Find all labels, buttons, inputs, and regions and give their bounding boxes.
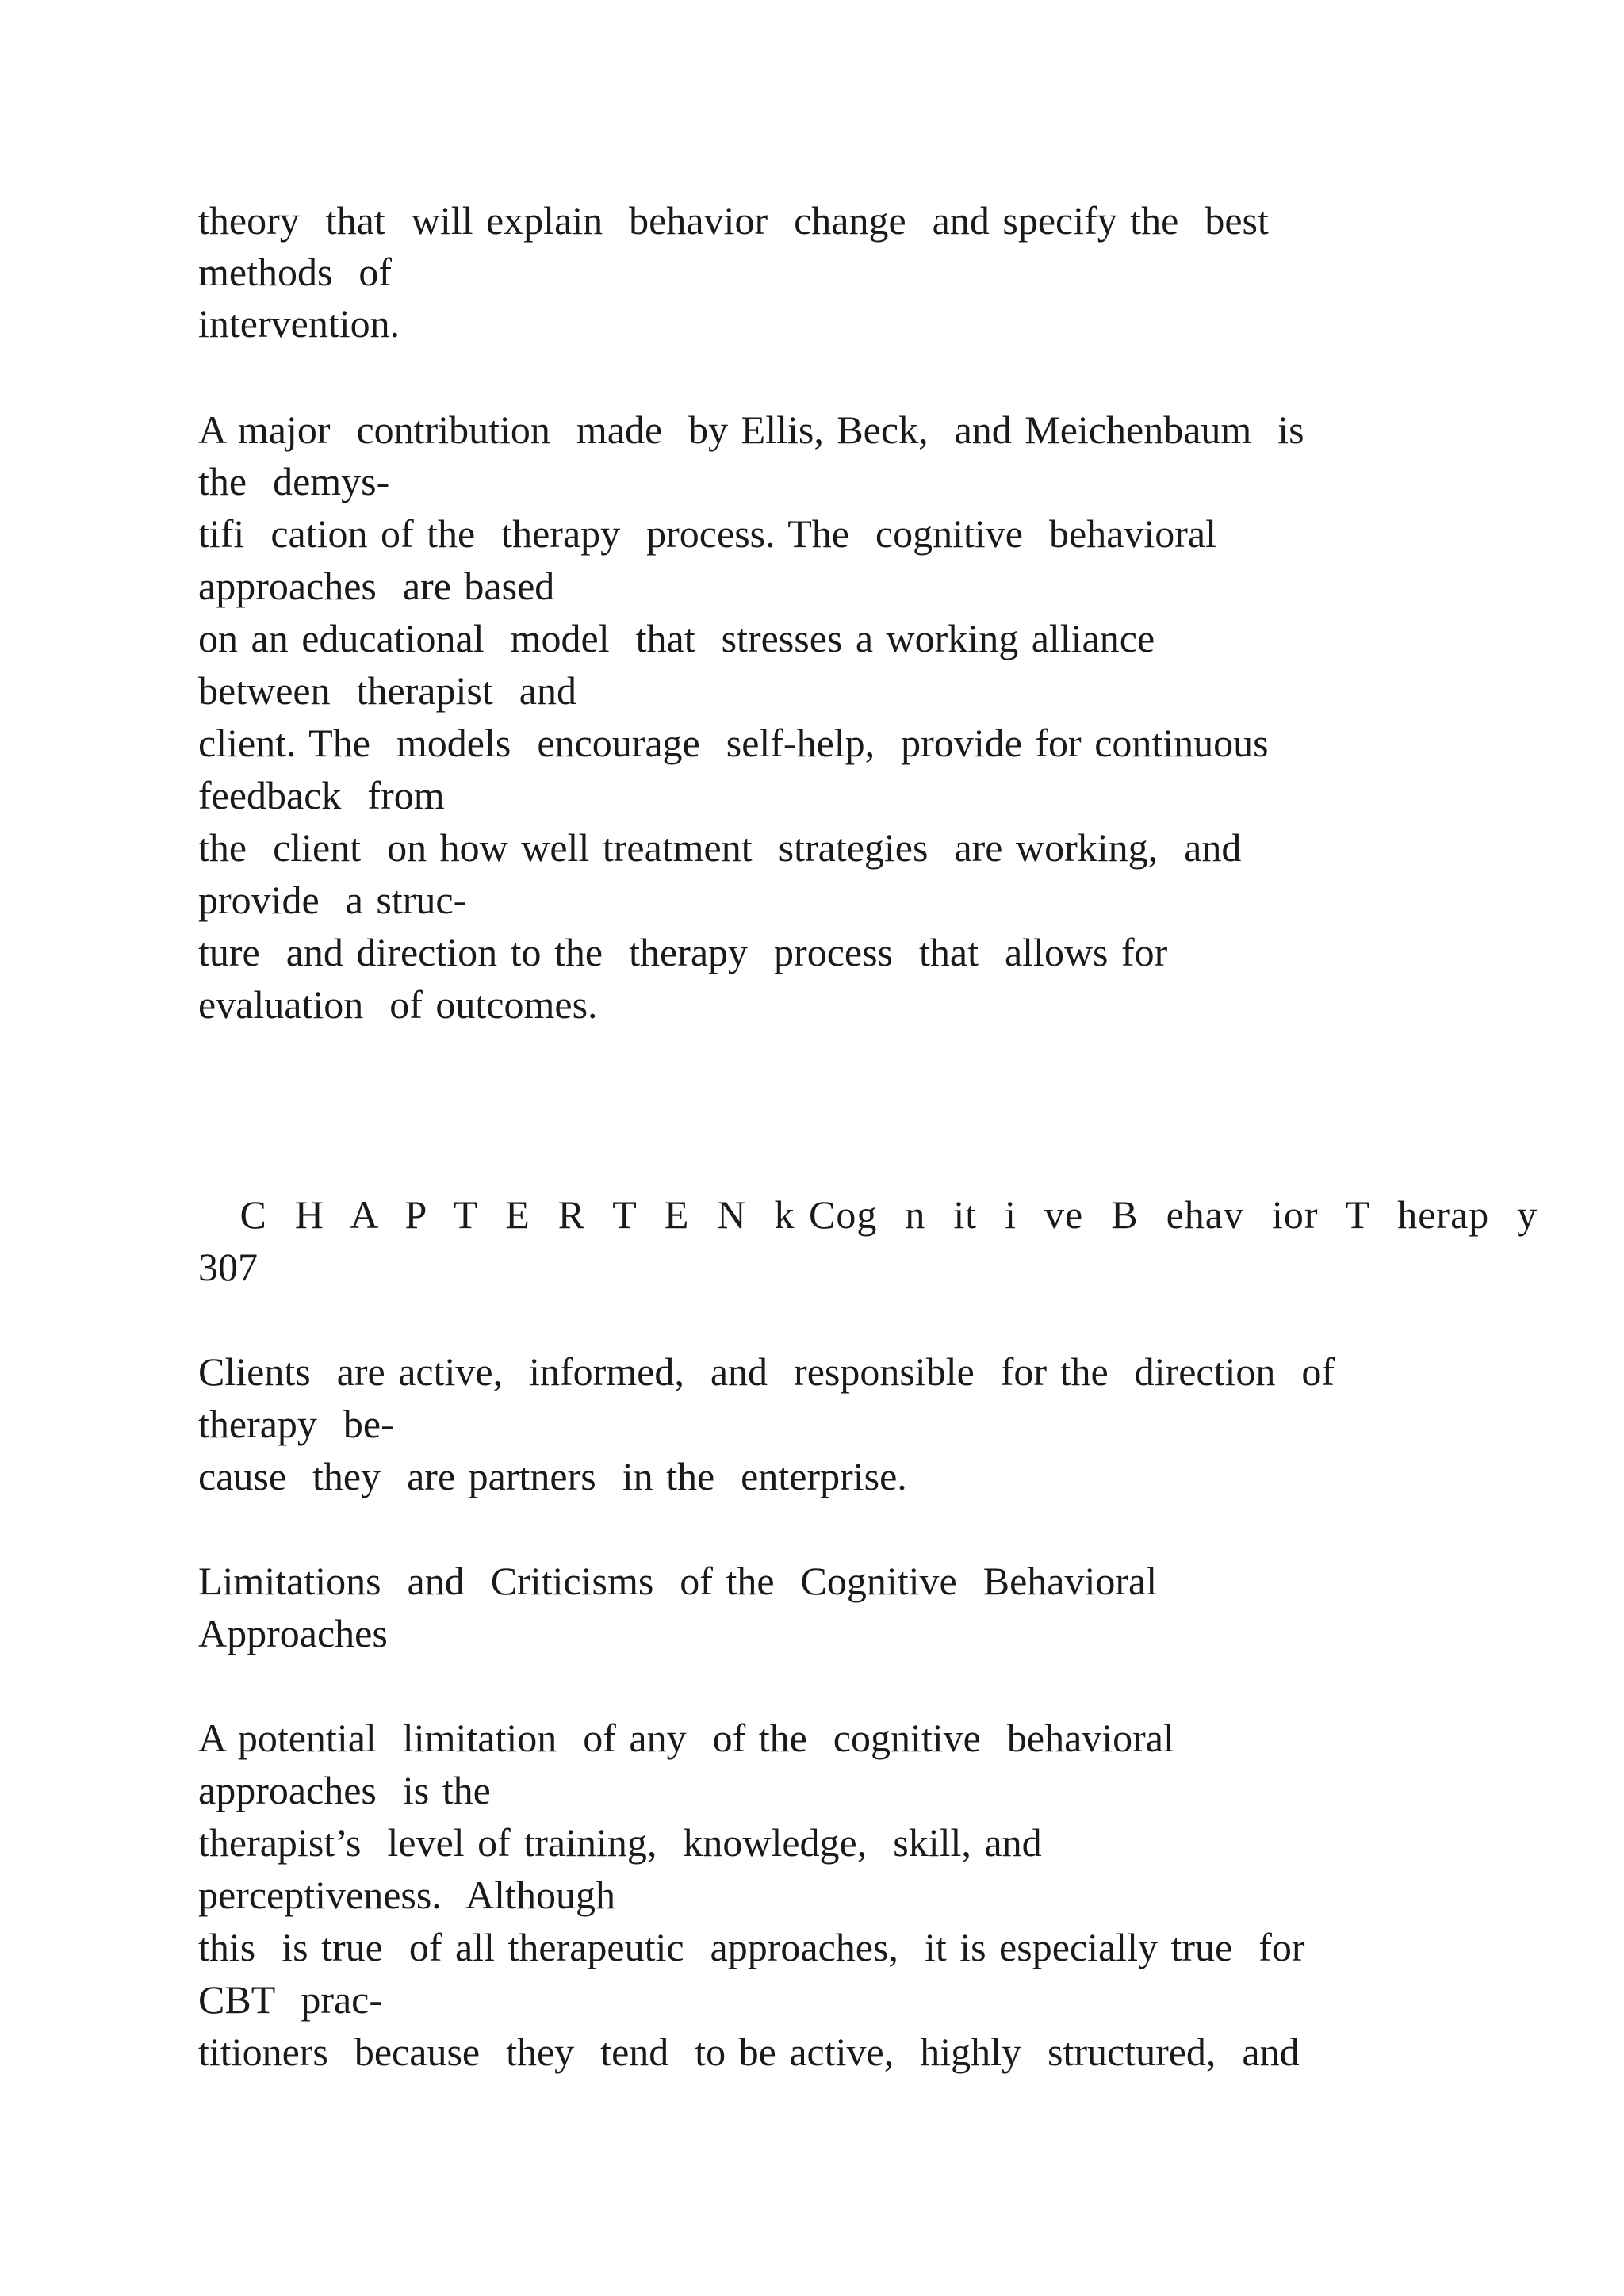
text-line: approaches is the xyxy=(198,1768,491,1812)
text-line: A major contribution made by Ellis, Beck, and Meichenbaum is xyxy=(198,408,1304,452)
text-line: client. The models encourage self-help, provide for continuous xyxy=(198,721,1269,765)
text-line: the demys- xyxy=(198,459,390,503)
text-line: CBT prac- xyxy=(198,1977,383,2022)
page-number: 307 xyxy=(198,1245,258,1289)
text-line: this is true of all therapeutic approaches, it is especially true for xyxy=(198,1925,1305,1969)
text-line: approaches are based xyxy=(198,564,555,608)
text-line: perceptiveness. Although xyxy=(198,1873,615,1917)
text-line: therapist’s level of training, knowledge, skill, and xyxy=(198,1820,1042,1865)
text-line: titioners because they tend to be active, highly structured, and xyxy=(198,2030,1300,2074)
section-heading: Limitations and Criticisms of the Cognitive Behavioral xyxy=(198,1559,1158,1603)
text-line: cause they are partners in the enterprise. xyxy=(198,1454,907,1498)
text-line: the client on how well treatment strategies are working, and xyxy=(198,825,1242,870)
text-line: methods of xyxy=(198,250,393,294)
text-line: tifi cation of the therapy process. The cognitive behavioral xyxy=(198,511,1217,556)
section-heading: Approaches xyxy=(198,1611,388,1655)
text-line: therapy be- xyxy=(198,1402,394,1446)
text-line: evaluation of outcomes. xyxy=(198,982,598,1027)
text-line: feedback from xyxy=(198,773,445,817)
text-line: ture and direction to the therapy process that allows for xyxy=(198,930,1168,974)
text-line: theory that will explain behavior change and specify the best xyxy=(198,198,1269,243)
text-line: between therapist and xyxy=(198,668,576,713)
text-line: A potential limitation of any of the cognitive behavioral xyxy=(198,1716,1174,1760)
text-line: provide a struc- xyxy=(198,878,467,922)
text-line: Clients are active, informed, and responsible for the direction of xyxy=(198,1349,1335,1394)
running-header: C H A P T E R T E N k Cog n it i ve B ehav ior T herap y xyxy=(198,1192,1538,1237)
text-line: intervention. xyxy=(198,301,400,346)
text-line: on an educational model that stresses a working alliance xyxy=(198,616,1155,660)
